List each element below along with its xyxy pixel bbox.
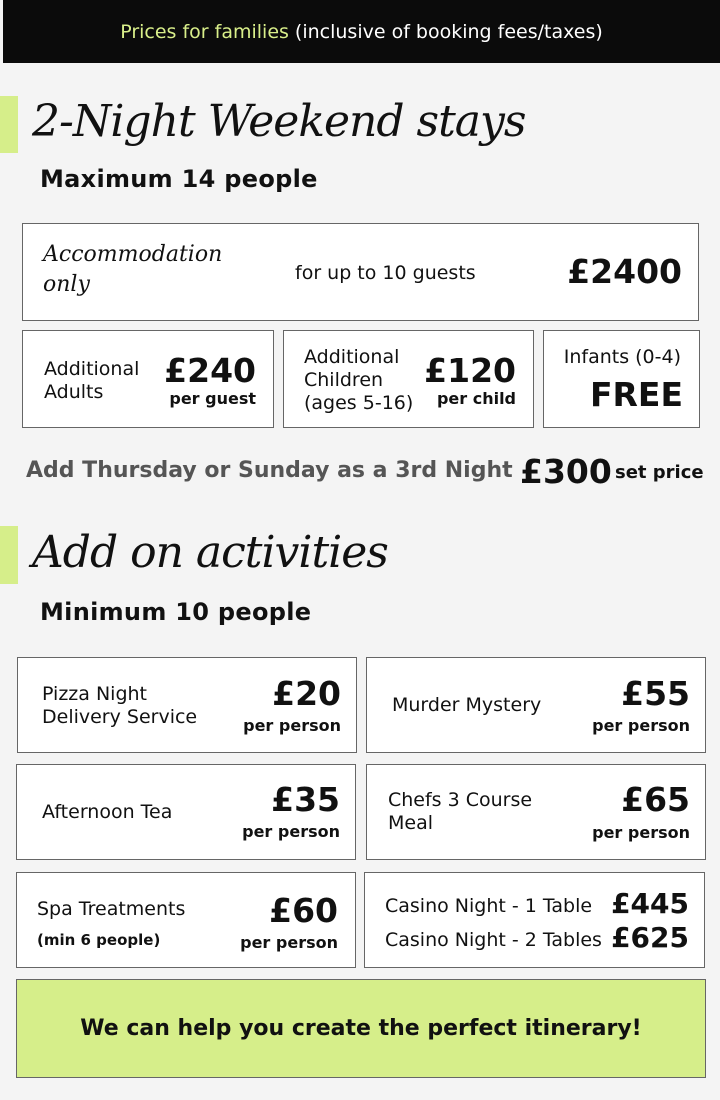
adults-price: £240 [164,351,256,390]
activities-title: Add on activities [32,527,388,578]
weekend-subtitle: Maximum 14 people [40,165,318,193]
third-night-label: Add Thursday or Sunday as a 3rd Night [26,458,513,483]
pizza-price: £20 [272,674,341,713]
murder-card [366,657,706,753]
chefs-unit: per person [592,823,690,842]
chefs-label-line2: Meal [388,812,434,834]
chefs-label-line1: Chefs 3 Course [388,789,533,811]
banner-rest-text: (inclusive of booking fees/taxes) [294,20,603,43]
accommodation-label-line1: Accommodation [43,242,223,267]
top-banner [3,0,720,63]
pizza-label-line2: Delivery Service [42,706,198,728]
children-label-line1: Additional [304,346,400,368]
spa-unit: per person [240,933,338,952]
murder-unit: per person [592,716,690,735]
infants-card [543,330,700,428]
tea-price: £35 [271,780,340,819]
weekend-title: 2-Night Weekend stays [32,96,526,147]
third-night-price: £300 [520,452,612,491]
accommodation-price: £2400 [567,252,682,291]
pizza-label [42,683,197,729]
accommodation-label-line2: only [43,272,90,297]
casino-row1-price: £445 [611,887,689,920]
spa-card [16,872,356,968]
infants-label: Infants (0-4) [563,346,681,368]
children-unit: per child [436,389,516,408]
children-label-line3: (ages 5-16) [304,392,414,414]
adults-label [44,358,139,404]
banner-accent-text: Prices for families [120,20,289,43]
casino-row2-label: Casino Night - 2 Tables [385,929,602,951]
murder-label: Murder Mystery [392,694,542,716]
children-label-line2: Children [304,369,384,391]
adults-label-line2: Adults [44,381,104,403]
tea-card [16,764,356,860]
spa-note: (min 6 people) [37,931,161,949]
spa-label: Spa Treatments [37,898,186,920]
weekend-accent-bar [0,96,18,153]
third-night-suffix: set price [615,462,704,483]
adults-card [22,330,274,428]
children-card [283,330,534,428]
casino-row2-price: £625 [611,921,689,954]
chefs-label [388,789,532,835]
accommodation-card [22,223,699,321]
spa-price: £60 [269,891,338,930]
chefs-price: £65 [621,780,690,819]
accommodation-label [43,240,222,300]
itinerary-cta[interactable]: We can help you create the perfect itinerary! [16,979,706,1078]
children-price: £120 [424,351,516,390]
infants-price: FREE [589,375,683,414]
activities-subtitle: Minimum 10 people [40,598,312,626]
chefs-card [366,764,706,860]
casino-card [364,872,705,968]
pizza-label-line1: Pizza Night [42,683,147,705]
adults-unit: per guest [169,389,256,408]
activities-accent-bar [0,526,18,584]
casino-row1-label: Casino Night - 1 Table [385,895,593,917]
adults-label-line1: Additional [44,358,140,380]
accommodation-detail: for up to 10 guests [295,262,476,284]
children-label [304,346,413,415]
pizza-card [17,657,357,753]
tea-unit: per person [242,822,340,841]
pizza-unit: per person [243,716,341,735]
murder-price: £55 [621,674,690,713]
tea-label: Afternoon Tea [42,801,173,823]
